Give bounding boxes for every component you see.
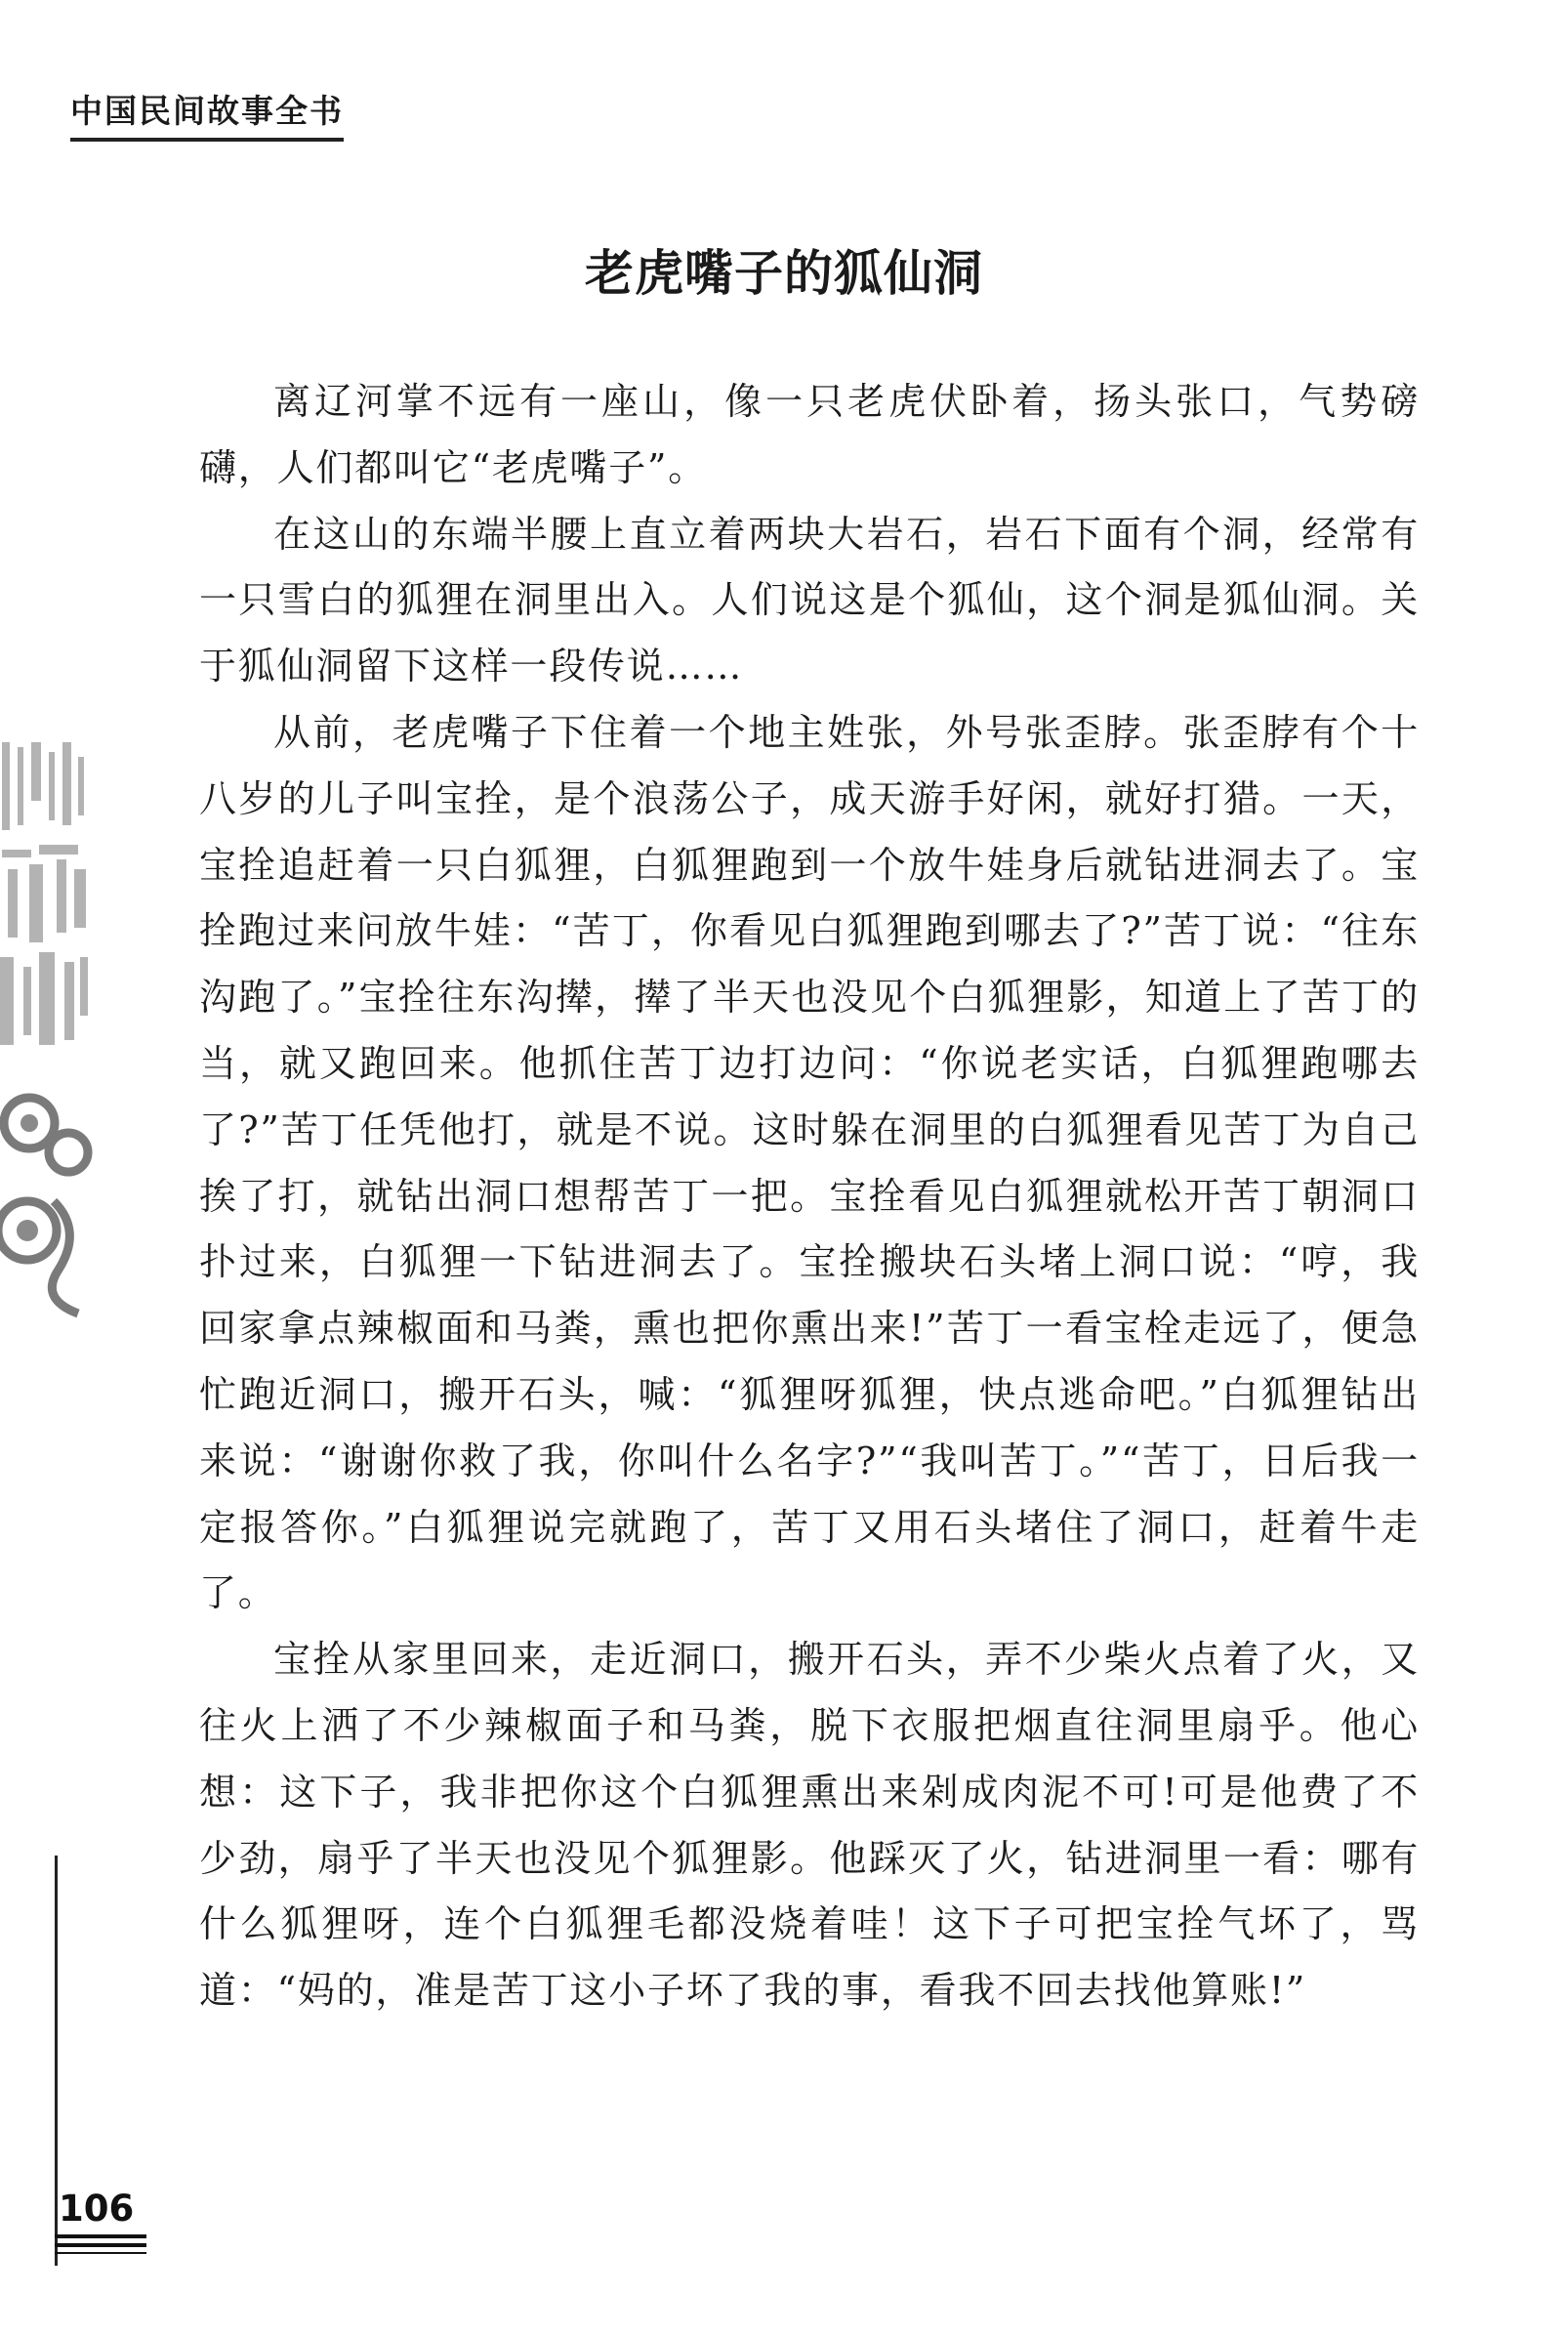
- footer-rules: [55, 2234, 146, 2259]
- story-body: [199, 369, 1420, 2024]
- story-title: 老虎嘴子的狐仙洞: [585, 245, 983, 302]
- page-number: 106: [59, 2188, 135, 2230]
- running-header: 中国民间故事全书: [70, 86, 344, 142]
- paragraph: 离辽河掌不远有一座山，像一只老虎伏卧着，扬头张口，气势磅礴，人们都叫它“老虎嘴子”。: [199, 380, 1420, 489]
- paragraph: 从前，老虎嘴子下住着一个地主姓张，外号张歪脖。张歪脖有个十八岁的儿子叫宝拴，是个浪荡公子，成天游手好闲，就好打猎。一天，宝拴追赶着一只白狐狸，白狐狸跑到一个放牛娃身后就钻进洞去了。宝拴跑过来问放牛娃：“苦丁，你看见白狐狸跑到哪去了?”苦丁说：“往东沟跑了。”宝拴往东沟撵，撵了半天也没见个白狐狸影，知道上了苦丁的当，就又跑回来。他抓住苦丁边打边问：“你说老实话，白狐狸跑哪去了?”苦丁任凭他打，就是不说。这时躲在洞里的白狐狸看见苦丁为自己挨了打，就钻出洞口想帮苦丁一把。宝拴看见白狐狸就松开苦丁朝洞口扑过来，白狐狸一下钻进洞去了。宝拴搬块石头堵上洞口说：“哼，我回家拿点辣椒面和马粪，熏也把你熏出来!”苦丁一看宝栓走远了，便急忙跑近洞口，搬开石头，喊：“狐狸呀狐狸，快点逃命吧。”白狐狸钻出来说：“谢谢你救了我，你叫什么名字?”“我叫苦丁。”“苦丁，日后我一定报答你。”白狐狸说完就跑了，苦丁又用石头堵住了洞口，赶着牛走了。: [199, 710, 1420, 1615]
- paragraph: 在这山的东端半腰上直立着两块大岩石，岩石下面有个洞，经常有一只雪白的狐狸在洞里出入。人们说这是个狐仙，这个洞是狐仙洞。关于狐仙洞留下这样一段传说……: [199, 512, 1420, 688]
- decorative-margin-ornament: [0, 742, 94, 1318]
- paragraph: 宝拴从家里回来，走近洞口，搬开石头，弄不少柴火点着了火，又往火上洒了不少辣椒面子和马粪，脱下衣服把烟直往洞里扇乎。他心想：这下子，我非把你这个白狐狸熏出来剁成肉泥不可!可是他费了不少劲，扇乎了半天也没见个狐狸影。他踩灭了火，钻进洞里一看：哪有什么狐狸呀，连个白狐狸毛都没烧着哇！这下子可把宝拴气坏了，骂道：“妈的，准是苦丁这小子坏了我的事，看我不回去找他算账!”: [199, 1638, 1420, 2013]
- margin-rule: [55, 1856, 58, 2266]
